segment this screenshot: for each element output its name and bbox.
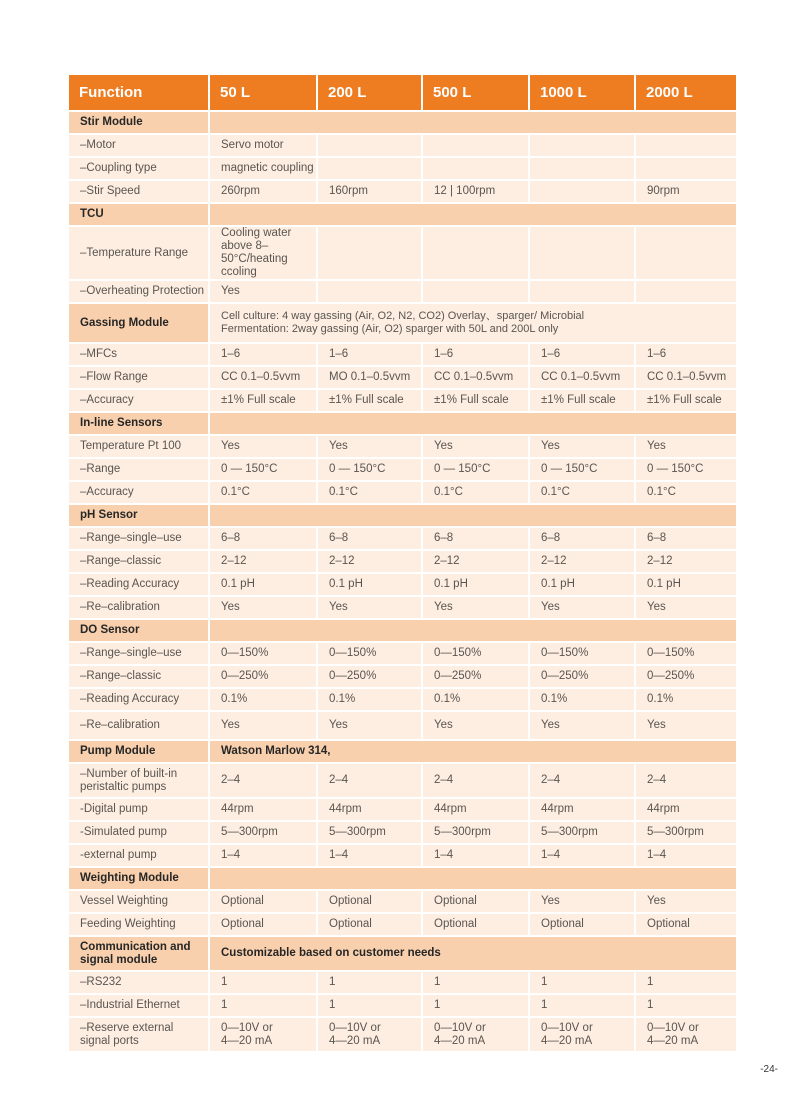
table-row — [69, 597, 736, 620]
row-label: -Digital pump — [69, 799, 208, 822]
row-value: Cooling water above 8–50°C/heating ccoling — [210, 227, 316, 281]
row-value: 0.1 pH — [318, 574, 421, 597]
table-row — [69, 845, 736, 868]
row-value — [423, 135, 528, 158]
row-label: –Range — [69, 459, 208, 482]
table-row — [69, 459, 736, 482]
row-label: –Range–classic — [69, 666, 208, 689]
table-row — [69, 574, 736, 597]
table-row — [69, 689, 736, 712]
row-value: 0.1°C — [318, 482, 421, 505]
row-value: 2–12 — [636, 551, 736, 574]
row-value: 0.1 pH — [210, 574, 316, 597]
table-row — [69, 436, 736, 459]
row-value — [530, 227, 634, 281]
table-row — [69, 995, 736, 1018]
section-row — [69, 937, 736, 972]
row-value: 0.1°C — [423, 482, 528, 505]
row-value: 0.1 pH — [530, 574, 634, 597]
row-value: 0—10V or 4—20 mA — [530, 1018, 634, 1053]
row-value: 5—300rpm — [210, 822, 316, 845]
table-row — [69, 891, 736, 914]
row-label: Vessel Weighting — [69, 891, 208, 914]
row-value — [530, 181, 634, 204]
section-note — [210, 413, 736, 436]
section-note — [210, 620, 736, 643]
row-value: Optional — [423, 914, 528, 937]
row-label: –Industrial Ethernet — [69, 995, 208, 1018]
row-value: 0—10V or 4—20 mA — [636, 1018, 736, 1053]
table-row — [69, 822, 736, 845]
page-number: -24- — [760, 1064, 778, 1075]
table-row — [69, 367, 736, 390]
row-value — [318, 227, 421, 281]
row-value: Yes — [636, 597, 736, 620]
row-value: Yes — [636, 712, 736, 741]
row-value: 2–4 — [530, 764, 634, 799]
row-value: 1–6 — [318, 344, 421, 367]
row-value: Yes — [636, 891, 736, 914]
row-label: –Accuracy — [69, 390, 208, 413]
row-value: 6–8 — [530, 528, 634, 551]
section-row — [69, 505, 736, 528]
row-value: 0.1% — [530, 689, 634, 712]
row-value: 1 — [530, 995, 634, 1018]
section-label: DO Sensor — [69, 620, 208, 643]
row-label: -Simulated pump — [69, 822, 208, 845]
row-value: MO 0.1–0.5vvm — [318, 367, 421, 390]
row-label: –Stir Speed — [69, 181, 208, 204]
section-note: Watson Marlow 314, — [210, 741, 736, 764]
row-value: 0 — 150°C — [530, 459, 634, 482]
section-row — [69, 620, 736, 643]
row-value: 0—250% — [423, 666, 528, 689]
row-value: 1 — [636, 995, 736, 1018]
row-value: CC 0.1–0.5vvm — [210, 367, 316, 390]
row-value: Yes — [423, 597, 528, 620]
row-label: –Range–classic — [69, 551, 208, 574]
row-value: ±1% Full scale — [210, 390, 316, 413]
row-value — [318, 135, 421, 158]
row-value — [423, 281, 528, 304]
section-note: Customizable based on customer needs — [210, 937, 736, 972]
row-label: –Reading Accuracy — [69, 689, 208, 712]
section-label: TCU — [69, 204, 208, 227]
row-value: 260rpm — [210, 181, 316, 204]
row-label: –Overheating Protection — [69, 281, 208, 304]
section-note — [210, 204, 736, 227]
row-value: 44rpm — [210, 799, 316, 822]
row-value: 0 — 150°C — [210, 459, 316, 482]
row-value: Yes — [530, 436, 634, 459]
row-value: 0—10V or 4—20 mA — [210, 1018, 316, 1053]
row-value: Yes — [530, 712, 634, 741]
section-note — [210, 304, 736, 344]
row-value: 0.1°C — [210, 482, 316, 505]
row-value: 1 — [318, 972, 421, 995]
section-row — [69, 413, 736, 436]
row-value: 2–12 — [210, 551, 316, 574]
section-note — [210, 112, 736, 135]
row-label: –Flow Range — [69, 367, 208, 390]
header-cell: 50 L — [210, 75, 316, 112]
header-cell: 500 L — [423, 75, 528, 112]
row-value: 0 — 150°C — [636, 459, 736, 482]
row-value: 0.1% — [318, 689, 421, 712]
row-value: 44rpm — [636, 799, 736, 822]
section-label: Pump Module — [69, 741, 208, 764]
row-label: –Reserve external signal ports — [69, 1018, 208, 1053]
row-label: -external pump — [69, 845, 208, 868]
row-value: 0.1°C — [530, 482, 634, 505]
row-value: 1 — [530, 972, 634, 995]
header-cell: 1000 L — [530, 75, 634, 112]
row-value: 0—10V or 4—20 mA — [423, 1018, 528, 1053]
section-label: Stir Module — [69, 112, 208, 135]
row-label: –Motor — [69, 135, 208, 158]
row-value — [530, 158, 634, 181]
table-row — [69, 643, 736, 666]
row-value: 0—250% — [530, 666, 634, 689]
row-label: –Re–calibration — [69, 712, 208, 741]
row-value: 1–4 — [530, 845, 634, 868]
row-value: Optional — [318, 891, 421, 914]
row-value: 0.1% — [636, 689, 736, 712]
row-value: 1–4 — [318, 845, 421, 868]
section-note — [210, 868, 736, 891]
table-header-row — [69, 75, 736, 112]
table-row — [69, 712, 736, 741]
row-value: 44rpm — [530, 799, 634, 822]
row-value: 2–12 — [318, 551, 421, 574]
table-row — [69, 181, 736, 204]
row-value: ±1% Full scale — [636, 390, 736, 413]
row-value: 0.1 pH — [636, 574, 736, 597]
row-value: Yes — [210, 436, 316, 459]
row-value: Yes — [318, 436, 421, 459]
row-value: 1–6 — [423, 344, 528, 367]
row-value: CC 0.1–0.5vvm — [636, 367, 736, 390]
section-label: In-line Sensors — [69, 413, 208, 436]
section-label: Gassing Module — [69, 304, 208, 344]
section-label: pH Sensor — [69, 505, 208, 528]
row-value: ±1% Full scale — [423, 390, 528, 413]
row-value: 0—250% — [318, 666, 421, 689]
section-label: Weighting Module — [69, 868, 208, 891]
row-value: 5—300rpm — [423, 822, 528, 845]
row-value: 0—250% — [210, 666, 316, 689]
row-value: 1–6 — [636, 344, 736, 367]
row-value: 12 | 100rpm — [423, 181, 528, 204]
row-value: 0 — 150°C — [318, 459, 421, 482]
row-value: Optional — [530, 914, 634, 937]
row-label: –Reading Accuracy — [69, 574, 208, 597]
row-value: Yes — [636, 436, 736, 459]
row-value: Optional — [318, 914, 421, 937]
table-row — [69, 551, 736, 574]
row-value: 0—250% — [636, 666, 736, 689]
row-value: 44rpm — [318, 799, 421, 822]
row-value: 1–4 — [423, 845, 528, 868]
gassing-note-line-1: Cell culture: 4 way gassing (Air, O2, N2, CO2) Overlay、sparger/ Microbial — [221, 310, 585, 322]
row-label: –Range–single–use — [69, 528, 208, 551]
row-value: 6–8 — [636, 528, 736, 551]
row-value: 1 — [318, 995, 421, 1018]
row-value — [636, 135, 736, 158]
row-value: 6–8 — [318, 528, 421, 551]
row-label: –Coupling type — [69, 158, 208, 181]
row-value: 6–8 — [210, 528, 316, 551]
row-value: 1 — [210, 995, 316, 1018]
row-label: Temperature Pt 100 — [69, 436, 208, 459]
row-value: 5—300rpm — [318, 822, 421, 845]
row-value: Optional — [210, 914, 316, 937]
table-row — [69, 344, 736, 367]
row-value: Optional — [636, 914, 736, 937]
row-value: CC 0.1–0.5vvm — [423, 367, 528, 390]
table-row — [69, 914, 736, 937]
table-row — [69, 528, 736, 551]
row-value: Yes — [423, 436, 528, 459]
gassing-note-line-2: Fermentation: 2way gassing (Air, O2) sparger with 50L and 200L only — [221, 323, 559, 335]
row-value: 0 — 150°C — [423, 459, 528, 482]
section-row — [69, 112, 736, 135]
row-value: Yes — [423, 712, 528, 741]
table-row — [69, 158, 736, 181]
table-row — [69, 799, 736, 822]
table-row — [69, 227, 736, 281]
row-value: Yes — [530, 597, 634, 620]
header-cell: 200 L — [318, 75, 421, 112]
table-row — [69, 281, 736, 304]
row-value: 0—150% — [530, 643, 634, 666]
row-label: –Accuracy — [69, 482, 208, 505]
row-label: –RS232 — [69, 972, 208, 995]
table-row — [69, 482, 736, 505]
row-value: ±1% Full scale — [318, 390, 421, 413]
row-value: 0—150% — [210, 643, 316, 666]
row-value: 2–12 — [530, 551, 634, 574]
row-value: Yes — [210, 597, 316, 620]
row-value: Optional — [210, 891, 316, 914]
row-value: 160rpm — [318, 181, 421, 204]
row-value: 2–4 — [423, 764, 528, 799]
section-row — [69, 741, 736, 764]
row-label: –MFCs — [69, 344, 208, 367]
table-row — [69, 764, 736, 799]
row-value: 1–4 — [636, 845, 736, 868]
row-value: 0—150% — [318, 643, 421, 666]
row-value — [318, 158, 421, 181]
row-value: Yes — [530, 891, 634, 914]
row-value: 0.1 pH — [423, 574, 528, 597]
spec-table — [67, 75, 738, 1053]
row-value: Servo motor — [210, 135, 316, 158]
row-value: 0—150% — [636, 643, 736, 666]
row-value: 5—300rpm — [636, 822, 736, 845]
row-value: 0.1% — [210, 689, 316, 712]
section-row — [69, 204, 736, 227]
row-value — [636, 281, 736, 304]
row-value: 2–4 — [318, 764, 421, 799]
row-value: ±1% Full scale — [530, 390, 634, 413]
row-value: 0.1°C — [636, 482, 736, 505]
row-value — [423, 227, 528, 281]
row-value: 1–4 — [210, 845, 316, 868]
section-row — [69, 868, 736, 891]
row-value — [636, 227, 736, 281]
row-value — [530, 281, 634, 304]
table-row — [69, 666, 736, 689]
header-cell: Function — [69, 75, 208, 112]
row-value: 1 — [210, 972, 316, 995]
row-value: 6–8 — [423, 528, 528, 551]
table-row — [69, 1018, 736, 1053]
row-value: 0.1% — [423, 689, 528, 712]
row-value: 5—300rpm — [530, 822, 634, 845]
row-label: Feeding Weighting — [69, 914, 208, 937]
row-label: –Temperature Range — [69, 227, 208, 281]
row-value — [423, 158, 528, 181]
row-label: –Re–calibration — [69, 597, 208, 620]
row-value: 2–12 — [423, 551, 528, 574]
row-value: 90rpm — [636, 181, 736, 204]
row-label: –Range–single–use — [69, 643, 208, 666]
row-value — [318, 281, 421, 304]
row-value: 44rpm — [423, 799, 528, 822]
section-label: Communication and signal module — [69, 937, 208, 972]
row-value: magnetic coupling — [210, 158, 316, 181]
row-value: 1 — [636, 972, 736, 995]
row-value: 1–6 — [210, 344, 316, 367]
row-value: 0—10V or 4—20 mA — [318, 1018, 421, 1053]
row-value: Yes — [210, 281, 316, 304]
row-value: Yes — [318, 597, 421, 620]
header-cell: 2000 L — [636, 75, 736, 112]
row-label: –Number of built-in peristaltic pumps — [69, 764, 208, 799]
row-value — [636, 158, 736, 181]
row-value: 0—150% — [423, 643, 528, 666]
table-row — [69, 390, 736, 413]
table-row — [69, 135, 736, 158]
section-note — [210, 505, 736, 528]
row-value: Yes — [210, 712, 316, 741]
row-value: 2–4 — [210, 764, 316, 799]
table-row — [69, 972, 736, 995]
row-value: CC 0.1–0.5vvm — [530, 367, 634, 390]
row-value: 1–6 — [530, 344, 634, 367]
row-value: Yes — [318, 712, 421, 741]
row-value: 1 — [423, 972, 528, 995]
row-value: 2–4 — [636, 764, 736, 799]
row-value — [530, 135, 634, 158]
row-value: 1 — [423, 995, 528, 1018]
table-body — [69, 112, 736, 1053]
section-row — [69, 304, 736, 344]
row-value: Optional — [423, 891, 528, 914]
